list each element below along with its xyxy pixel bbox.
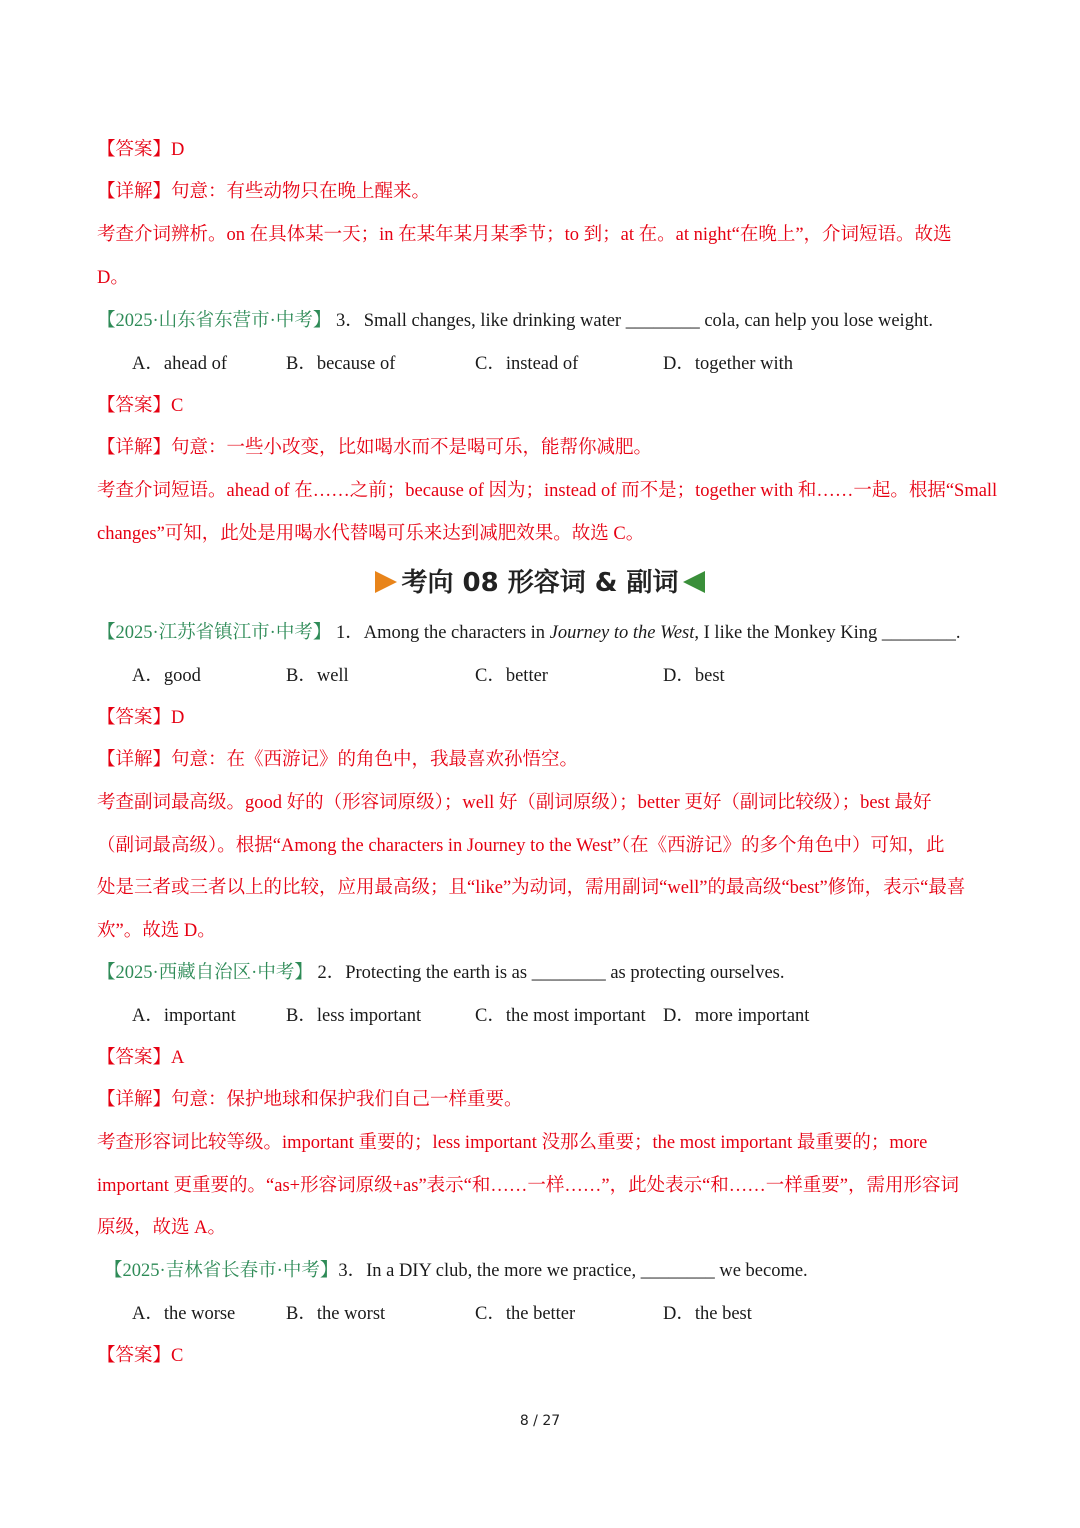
question-source: 【2025·江苏省镇江市·中考】: [97, 623, 332, 643]
option-b: B．because of: [286, 354, 396, 374]
question-text: , I like the Monkey King ________.: [694, 623, 961, 643]
option-b: B．well: [286, 666, 349, 686]
question-text: 3．In a DIY club, the more we practice, ________ we become.: [338, 1261, 808, 1281]
option-d: D．together with: [663, 354, 793, 374]
book-title: Journey to the West: [549, 623, 695, 643]
analysis-line: important 更重要的。“as+形容词原级+as”表示“和……一样……”，此处表示“和……一样重要”，需用形容词: [97, 1176, 960, 1196]
detail-line: 【详解】句意：保护地球和保护我们自己一样重要。: [97, 1090, 523, 1110]
option-a: A．ahead of: [132, 354, 228, 374]
question-source: 【2025·吉林省长春市·中考】: [104, 1261, 339, 1281]
question-stem: [97, 309, 1012, 333]
option-c: C．the most important: [475, 1006, 646, 1026]
section-title: 考向 08 形容词 & 副词: [401, 568, 679, 598]
question-source: 【2025·山东省东营市·中考】: [97, 311, 332, 331]
analysis-line: （副词最高级）。根据“Among the characters in Journey to the West”（在《西游记》的多个角色中）可知，此: [97, 836, 945, 856]
answer-line: 【答案】C: [97, 1346, 184, 1366]
answer-line: 【答案】D: [97, 708, 185, 728]
question-source: 【2025·西藏自治区·中考】: [97, 963, 313, 983]
analysis-line: 处是三者或三者以上的比较，应用最高级；且“like”为动词，需用副词“well”的最高级“best”修饰，表示“最喜: [97, 878, 966, 898]
analysis-line: 欢”。故选 D。: [97, 921, 216, 941]
detail-line: 【详解】句意：在《西游记》的角色中，我最喜欢孙悟空。: [97, 750, 579, 770]
detail-line: 【详解】句意：一些小改变，比如喝水而不是喝可乐，能帮你减肥。: [97, 438, 653, 458]
answer-line: 【答案】A: [97, 1048, 185, 1068]
analysis-line: 考查副词最高级。good 好的（形容词原级）；well 好（副词原级）；better 更好（副词比较级）；best 最好: [97, 793, 932, 813]
section-heading: [0, 566, 1080, 600]
option-d: D．the best: [663, 1304, 752, 1324]
question-text: 1．Among the characters in: [331, 623, 550, 643]
answer-line: 【答案】C: [97, 396, 184, 416]
option-a: A．important: [132, 1006, 236, 1026]
question-text: 2．Protecting the earth is as ________ as protecting ourselves.: [312, 963, 785, 983]
option-c: C．the better: [475, 1304, 576, 1324]
option-a: A．good: [132, 666, 201, 686]
option-a: A．the worse: [132, 1304, 236, 1324]
page-number: 8 / 27: [519, 1413, 561, 1429]
question-text: 3．Small changes, like drinking water ________ cola, can help you lose weight.: [331, 311, 933, 331]
detail-line: 【详解】句意：有些动物只在晚上醒来。: [97, 182, 431, 202]
option-c: C．instead of: [475, 354, 579, 374]
option-b: B．the worst: [286, 1304, 386, 1324]
analysis-line: 考查介词辨析。on 在具体某一天；in 在某年某月某季节；to 到；at 在。at night“在晚上”，介词短语。故选: [97, 225, 952, 245]
question-stem: [97, 961, 1012, 985]
arrow-right-icon: [375, 571, 397, 593]
option-d: D．more important: [663, 1006, 810, 1026]
question-stem: [97, 621, 1012, 645]
analysis-line: D。: [97, 268, 129, 288]
option-d: D．best: [663, 666, 725, 686]
analysis-line: 原级，故选 A。: [97, 1218, 226, 1238]
question-stem: [104, 1259, 1019, 1283]
arrow-left-icon: [683, 571, 705, 593]
option-b: B．less important: [286, 1006, 422, 1026]
analysis-line: 考查形容词比较等级。important 重要的；less important 没那么重要；the most important 最重要的；more: [97, 1133, 928, 1153]
analysis-line: 考查介词短语。ahead of 在……之前；because of 因为；instead of 而不是；together with 和……一起。根据“Small: [97, 481, 998, 501]
option-c: C．better: [475, 666, 548, 686]
analysis-line: changes”可知，此处是用喝水代替喝可乐来达到减肥效果。故选 C。: [97, 524, 645, 544]
answer-line: 【答案】D: [97, 140, 185, 160]
